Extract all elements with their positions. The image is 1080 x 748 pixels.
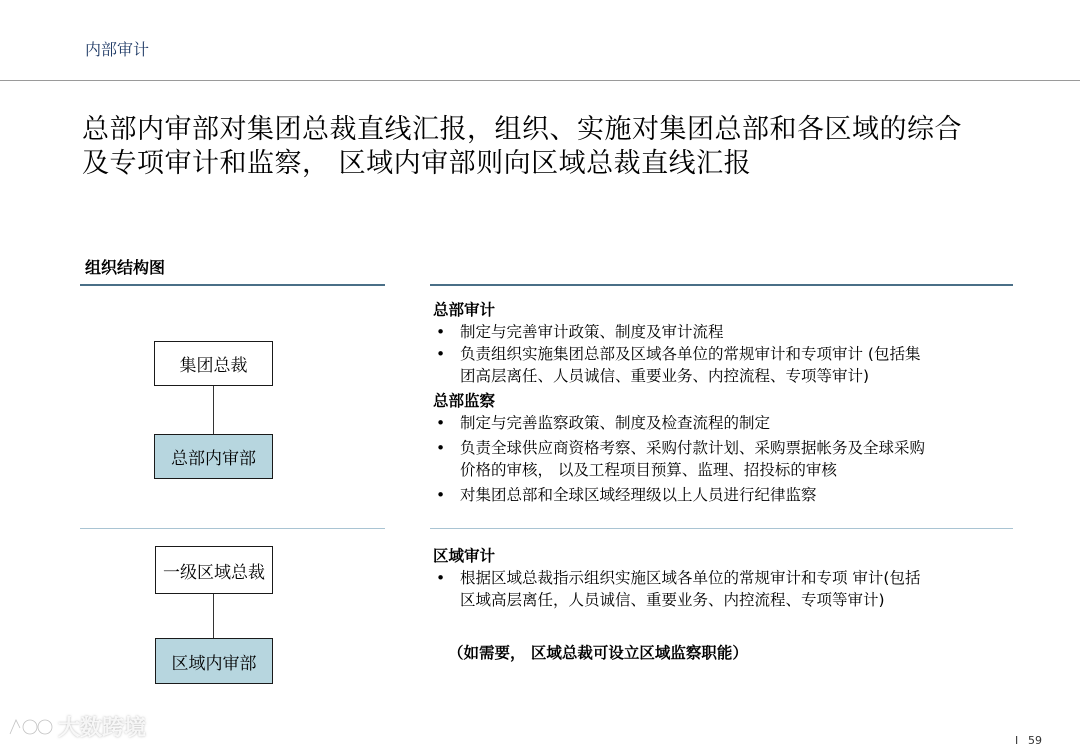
watermark-logo-icon <box>6 714 54 740</box>
headline-line-1: 总部内审部对集团总裁直线汇报，组织、实施对集团总部和各区域的综合 <box>82 114 962 145</box>
connector-line <box>213 594 214 638</box>
list-item <box>433 484 1023 506</box>
bullet: • <box>436 414 446 432</box>
group-president-label: 集团总裁 <box>179 356 248 376</box>
hq-audit-heading: 总部审计 <box>433 301 496 319</box>
regional-note: （如需要， 区域总裁可设立区域监察职能） <box>448 644 748 662</box>
right-middle-divider <box>430 528 1013 529</box>
list-item-text: 价格的审核， 以及工程项目预算、监理、招投标的审核 <box>460 461 837 479</box>
regional-internal-audit-label: 区域内审部 <box>171 653 257 674</box>
org-chart-label: 组织结构图 <box>85 258 166 277</box>
connector-line <box>213 386 214 434</box>
headline <box>82 113 1042 181</box>
regional-internal-audit-box <box>155 638 273 684</box>
bullet: • <box>436 486 446 504</box>
bullet: • <box>436 345 446 363</box>
hq-internal-audit-label: 总部内审部 <box>171 449 256 469</box>
section-title: 内部审计 <box>85 40 150 59</box>
list-item-text: 制定与完善监察政策、制度及检查流程的制定 <box>460 414 771 432</box>
right-top-divider <box>430 284 1013 286</box>
regional-president-box <box>155 546 273 594</box>
list-item-text: 负责全球供应商资格考察、采购付款计划、采购票据帐务及全球采购 <box>460 439 926 457</box>
headline-line-2: 及专项审计和监察， 区域内审部则向区域总裁直线汇报 <box>82 148 752 179</box>
list-item <box>433 437 1023 481</box>
watermark <box>6 711 146 742</box>
left-top-divider <box>80 284 385 286</box>
list-item-text: 对集团总部和全球区域经理级以上人员进行纪律监察 <box>460 486 817 504</box>
page-number: 59 <box>1028 734 1042 747</box>
list-item-text: 制定与完善审计政策、制度及审计流程 <box>460 323 724 341</box>
hq-supervision-heading: 总部监察 <box>433 392 496 410</box>
hq-internal-audit-box <box>154 434 273 479</box>
page-separator: I <box>1015 734 1019 747</box>
list-item <box>433 321 1023 343</box>
regional-president-label: 一级区域总裁 <box>163 562 265 583</box>
list-item <box>433 412 1023 434</box>
list-item-text: 团高层离任、人员诚信、重要业务、内控流程、专项等审计) <box>460 367 870 385</box>
bullet: • <box>436 569 446 587</box>
hq-responsibilities <box>433 299 1023 506</box>
regional-audit-heading: 区域审计 <box>433 547 496 565</box>
list-item-text: 根据区域总裁指示组织实施区域各单位的常规审计和专项 审计(包括 <box>460 569 921 587</box>
regional-responsibilities <box>433 545 1023 611</box>
left-middle-divider <box>80 528 385 529</box>
bullet: • <box>436 323 446 341</box>
list-item-text: 负责组织实施集团总部及区域各单位的常规审计和专项审计 (包括集 <box>460 345 921 363</box>
header-divider <box>0 80 1080 81</box>
list-item-text: 区域高层离任，人员诚信、重要业务、内控流程、专项等审计) <box>460 591 885 609</box>
list-item <box>433 343 1023 387</box>
bullet: • <box>436 439 446 457</box>
group-president-box <box>154 341 273 386</box>
watermark-text: 大数跨境 <box>58 716 147 741</box>
list-item <box>433 567 1023 611</box>
